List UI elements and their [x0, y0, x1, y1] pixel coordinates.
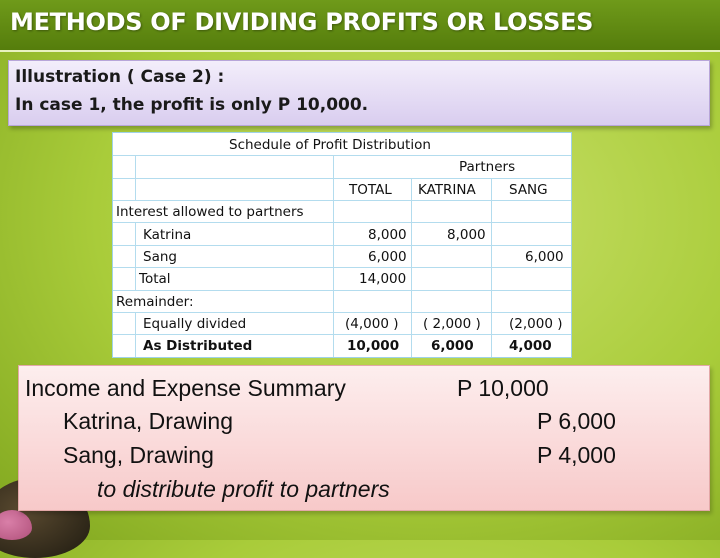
row-label: Sang	[143, 249, 177, 265]
col-header-sang: SANG	[509, 182, 548, 198]
journal-credit-katrina: Katrina, Drawing	[63, 408, 234, 434]
row-katrina: ( 2,000 )	[423, 316, 481, 332]
journal-explanation: to distribute profit to partners	[97, 476, 390, 502]
schedule-table	[112, 132, 572, 358]
journal-debit-amount: P 10,000	[457, 375, 549, 401]
illustration-statement: In case 1, the profit is only P 10,000.	[15, 95, 369, 115]
journal-credit-sang: Sang, Drawing	[63, 442, 214, 468]
row-label: Equally divided	[143, 316, 247, 332]
journal-credit-sang-amount: P 4,000	[537, 442, 616, 468]
row-katrina: 6,000	[431, 338, 474, 354]
slide-title: METHODS OF DIVIDING PROFITS OR LOSSES	[10, 8, 594, 36]
row-total: 8,000	[368, 227, 407, 243]
journal-entry-box	[18, 365, 710, 511]
schedule-title: Schedule of Profit Distribution	[229, 137, 431, 153]
row-label: Katrina	[143, 227, 192, 243]
row-label: Interest allowed to partners	[116, 204, 304, 220]
row-label: Remainder:	[116, 294, 194, 310]
row-sang: 4,000	[509, 338, 552, 354]
row-total: 6,000	[368, 249, 407, 265]
row-sang: 6,000	[525, 249, 564, 265]
journal-credit-katrina-amount: P 6,000	[537, 408, 616, 434]
row-total: 14,000	[359, 271, 407, 287]
journal-debit-account: Income and Expense Summary	[25, 375, 346, 401]
col-header-total: TOTAL	[349, 182, 392, 198]
col-header-katrina: KATRINA	[418, 182, 476, 198]
row-total: (4,000 )	[345, 316, 399, 332]
partners-header: Partners	[459, 159, 516, 175]
row-label: As Distributed	[143, 338, 253, 354]
illustration-box	[8, 60, 710, 126]
row-total: 10,000	[347, 338, 400, 354]
row-sang: (2,000 )	[509, 316, 563, 332]
title-bar	[0, 0, 720, 52]
illustration-heading: Illustration ( Case 2) :	[15, 67, 225, 87]
row-label: Total	[139, 271, 171, 287]
row-katrina: 8,000	[447, 227, 486, 243]
